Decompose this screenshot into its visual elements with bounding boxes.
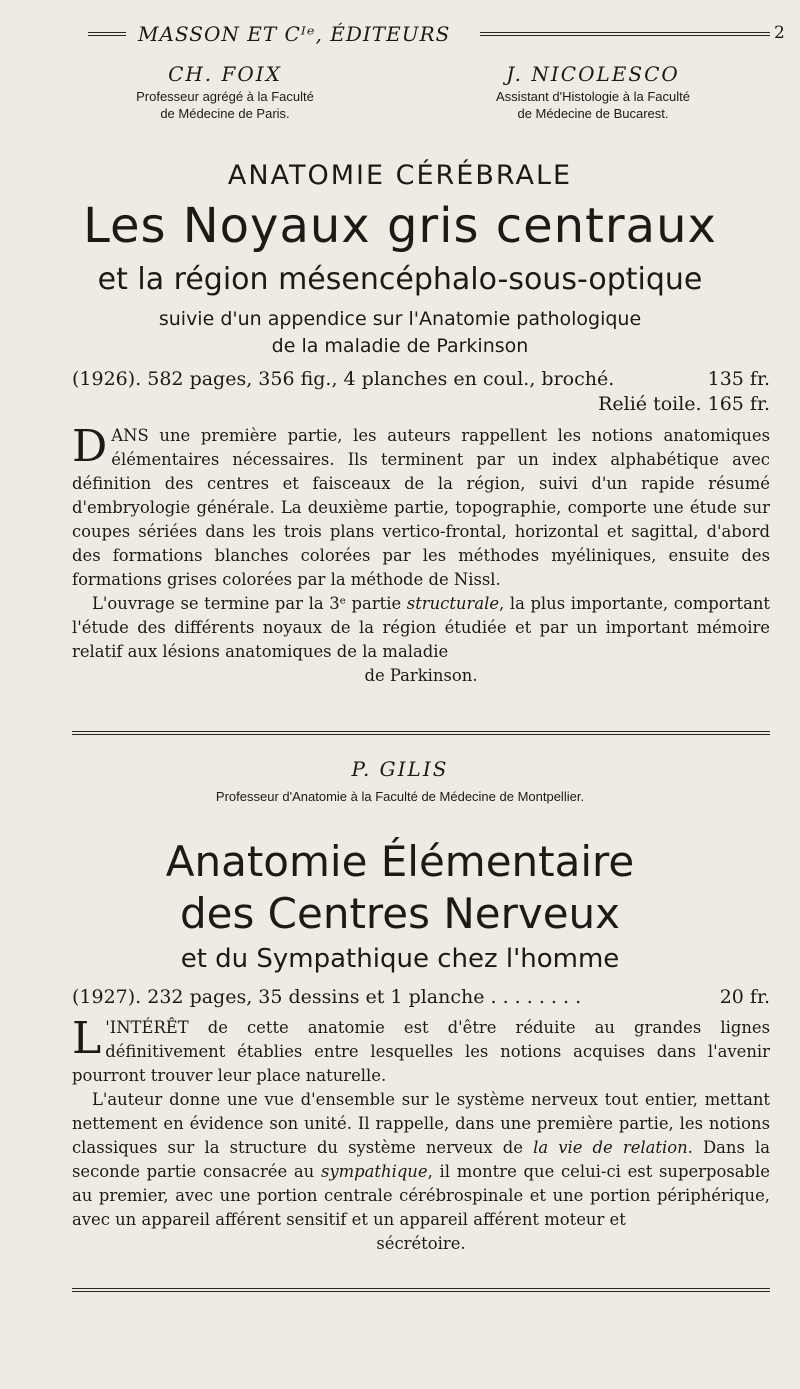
author-affiliation: Professeur d'Anatomie à la Faculté de Médecine de Montpellier.: [215, 789, 585, 804]
header-rule-right: [480, 32, 770, 36]
desc-italic: structurale: [406, 594, 500, 613]
author-affiliation: de Médecine de Paris.: [160, 106, 290, 121]
book2-desc-p1: 'INTÉRÊT de cette anatomie est d'être réduite au grandes lignes définitivement établies entre lesquelles les notions acquises dans l'avenir pourront trouver leur place naturelle.: [72, 1018, 770, 1085]
book1-note-line2: de la maladie de Parkinson: [271, 335, 529, 357]
book1-kicker: ANATOMIE CÉRÉBRALE: [227, 160, 573, 191]
book1-title: Les Noyaux gris centraux: [83, 198, 717, 254]
book1-description: [72, 421, 770, 688]
desc-text: L'ouvrage se termine par la 3ᵉ partie: [92, 594, 407, 613]
page-number: 2: [774, 23, 785, 43]
author-name: J. NICOLESCO: [506, 62, 680, 86]
book1-desc-p1: ANS une première partie, les auteurs rappellent les notions anatomiques élémentaires nécessaires. Ils terminent par un index alphabétique avec définition des centres et faisceaux de la région, suivi d'un rapide résumé d'embryologie générale. La deuxième partie, topographie, comporte une étude sur coupes sériées dans les trois plans vertico-frontal, horizontal et sagittal, d'abord des formations blanches colorées par les méthodes myéliniques, ensuite des formations grises colorées par la méthode de Nissl.: [72, 426, 770, 589]
book1-authors: [60, 62, 750, 132]
desc-text: , la plus importante, comportant l'étude des différents noyaux de la région étudiée et par un important mémoire relatif aux lésions anatomiques de la maladie: [72, 594, 770, 661]
book2-title-line1: Anatomie Élémentaire: [165, 837, 635, 886]
desc-text: . Dans la seconde partie consacrée au: [72, 1138, 771, 1181]
book2-description: [72, 1013, 771, 1256]
book1-desc-last: de Parkinson.: [364, 666, 478, 685]
book2-author: [40, 757, 760, 804]
book1-note: [40, 306, 760, 360]
book1-author-1: [60, 62, 390, 122]
book1-price-broche: 135 fr.: [707, 368, 770, 390]
book1-price-relie: 165 fr.: [707, 393, 770, 415]
book2-title-line2: des Centres Nerveux: [179, 889, 621, 938]
author-name: CH. FOIX: [168, 62, 282, 86]
desc-text: , il montre que celui-ci est superposable au premier, avec une portion centrale cérébrospinale et une portion périphérique, avec un appareil afférent sensitif et un appareil afférent moteur et: [72, 1162, 770, 1229]
publisher-heading: MASSON ET Cᴵᵉ, ÉDITEURS: [138, 22, 451, 46]
book1-note-line1: suivie d'un appendice sur l'Anatomie pathologique: [158, 308, 642, 330]
header-rule-left: [88, 32, 126, 36]
book1-relie-group: [598, 393, 770, 415]
book2-desc-last: sécrétoire.: [376, 1234, 466, 1253]
desc-italic: la vie de relation: [533, 1138, 688, 1157]
book2-subtitle: et du Sympathique chez l'homme: [180, 944, 620, 974]
section-divider: [72, 731, 770, 735]
author-affiliation: Professeur agrégé à la Faculté: [136, 89, 314, 104]
desc-italic: sympathique: [320, 1162, 428, 1181]
book1-relie-label: Relié toile.: [598, 393, 702, 415]
book1-author-2: [428, 62, 758, 122]
dropcap: L: [72, 1013, 102, 1064]
section-divider: [72, 1288, 770, 1292]
running-header: [0, 20, 800, 46]
author-affiliation: Assistant d'Histologie à la Faculté: [496, 89, 690, 104]
book1-subtitle: et la région mésencéphalo-sous-optique: [97, 262, 703, 297]
book1-desc-p2: [72, 592, 770, 664]
book1-pub-details: (1926). 582 pages, 356 fig., 4 planches en coul., broché.: [72, 368, 615, 390]
book2-pub-details: (1927). 232 pages, 35 dessins et 1 planche . . . . . . . .: [72, 986, 582, 1008]
dropcap: D: [72, 421, 108, 472]
book2-price: 20 fr.: [719, 986, 770, 1008]
author-name: P. GILIS: [351, 757, 449, 781]
book2-desc-p2: [72, 1088, 770, 1232]
author-affiliation: de Médecine de Bucarest.: [517, 106, 669, 121]
desc-text: L'auteur donne une vue d'ensemble sur le système nerveux tout entier, mettant nettement en évidence son unité. Il rappelle, dans une première partie, les notions classiques sur la structure du système nerveux de: [72, 1090, 770, 1157]
book2-title: [40, 836, 760, 940]
